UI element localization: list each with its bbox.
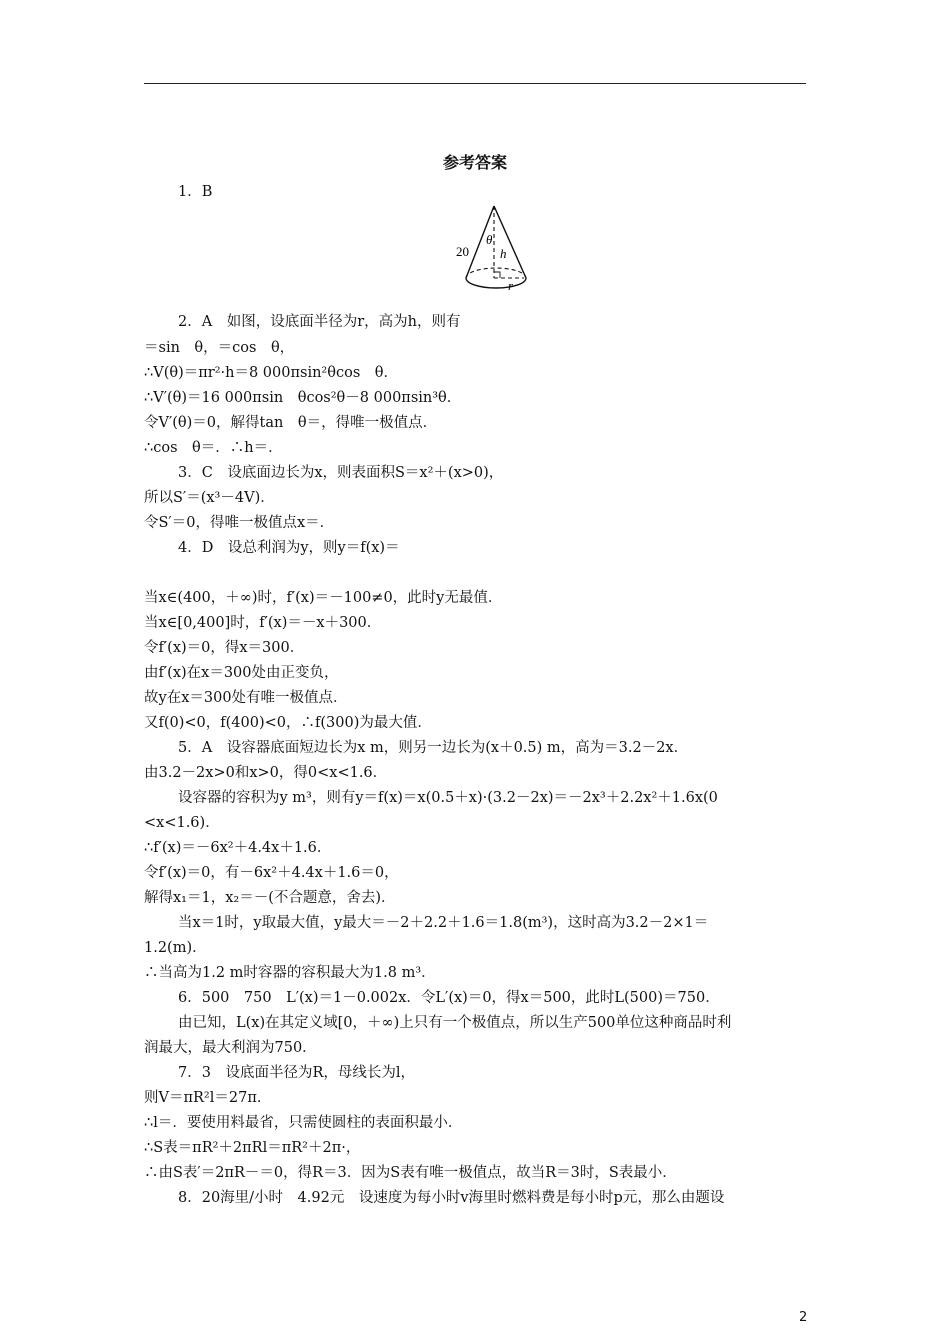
answer-2-line: ∴V′(θ)＝16 000πsin θcos²θ－8 000πsin³θ． [144, 390, 462, 406]
answer-5-line: 由3.2－2x>0和x>0，得0<x<1.6． [144, 765, 388, 781]
answer-3: 3．C 设底面边长为x，则表面积S＝x²＋(x>0)， [178, 465, 504, 481]
answer-6: 6．500 750 L′(x)＝1－0.002x．令L′(x)＝0，得x＝500，此时L(500)＝750． [178, 990, 720, 1006]
answer-3-line: 令S′＝0，得唯一极值点x＝． [144, 515, 335, 531]
answer-7-line: ∴S表＝πR²＋2πRl＝πR²＋2π·， [144, 1140, 361, 1156]
answer-5-line: 设容器的容积为y m³，则有y＝f(x)＝x(0.5＋x)·(3.2－2x)＝－2x³＋2.2x²＋1.6x(0 [178, 790, 718, 806]
answer-4-line: 令f′(x)＝0，得x＝300． [144, 640, 305, 656]
answer-4-line: 由f′(x)在x＝300处由正变负， [144, 665, 339, 681]
section-title: 参考答案 [442, 153, 507, 172]
answer-2: 2．A 如图，设底面半径为r，高为h，则有 [178, 314, 461, 330]
answer-4-line: 当x∈[0,400]时，f′(x)＝－x＋300． [144, 615, 382, 631]
figure-label-theta: θ [486, 232, 493, 247]
answer-1: 1．B [178, 184, 213, 200]
answer-5-line: 1.2(m)． [144, 940, 207, 956]
answer-7-line: ∴由S表′＝2πR－＝0，得R＝3．因为S表有唯一极值点，故当R＝3时，S表最小． [144, 1165, 677, 1181]
answer-5: 5．A 设容器底面短边长为x m，则另一边长为(x＋0.5) m，高为＝3.2－2x． [178, 740, 689, 756]
answer-2-line: ∴V(θ)＝πr²·h＝8 000πsin²θcos θ． [144, 365, 398, 381]
answer-7-line: 则V＝πR²l＝27π． [144, 1090, 272, 1106]
answer-5-line: ∴当高为1.2 m时容器的容积最大为1.8 m³． [144, 965, 436, 981]
figure-label-h: h [500, 246, 507, 261]
page-number: 2 [799, 1310, 808, 1325]
answer-6-line: 润最大，最大利润为750． [144, 1040, 317, 1056]
answer-2-line: ∴cos θ＝．∴h＝． [144, 440, 283, 456]
figure-label-20: 20 [456, 244, 469, 259]
answer-4-line: 故y在x＝300处有唯一极值点． [144, 690, 348, 706]
figure-label-r: r [508, 278, 514, 293]
answer-4-line: 又f(0)<0，f(400)<0，∴f(300)为最大值． [144, 715, 432, 731]
answer-5-line: 令f′(x)＝0，有－6x²＋4.4x＋1.6＝0， [144, 865, 399, 881]
answer-2-line: 令V′(θ)＝0，解得tan θ＝，得唯一极值点． [144, 415, 438, 431]
header-rule [144, 83, 806, 84]
answer-3-line: 所以S′＝(x³－4V)． [144, 490, 275, 506]
answer-2-line: ＝sin θ，＝cos θ， [144, 340, 295, 356]
answer-4-line: 当x∈(400，＋∞)时，f′(x)＝－100≠0，此时y无最值． [144, 590, 503, 606]
cone-figure [448, 200, 538, 310]
answer-5-line: <x<1.6)． [144, 815, 220, 831]
answer-8: 8．20海里/小时 4.92元 设速度为每小时v海里时燃料费是每小时p元，那么由题设 [178, 1190, 725, 1206]
answer-7-line: ∴l＝．要使用料最省，只需使圆柱的表面积最小． [144, 1115, 463, 1131]
answer-6-line: 由已知，L(x)在其定义域[0，＋∞)上只有一个极值点，所以生产500单位这种商品时利 [178, 1015, 732, 1031]
answer-5-line: ∴f′(x)＝－6x²＋4.4x＋1.6． [144, 840, 332, 856]
answer-4: 4．D 设总利润为y，则y＝f(x)＝ [178, 540, 400, 556]
answer-7: 7．3 设底面半径为R，母线长为l， [178, 1065, 416, 1081]
answer-5-line: 解得x₁＝1，x₂＝－(不合题意，舍去)． [144, 890, 396, 906]
answer-5-line: 当x＝1时，y取最大值，y最大＝－2＋2.2＋1.6＝1.8(m³)，这时高为3.2－2×1＝ [178, 915, 709, 931]
